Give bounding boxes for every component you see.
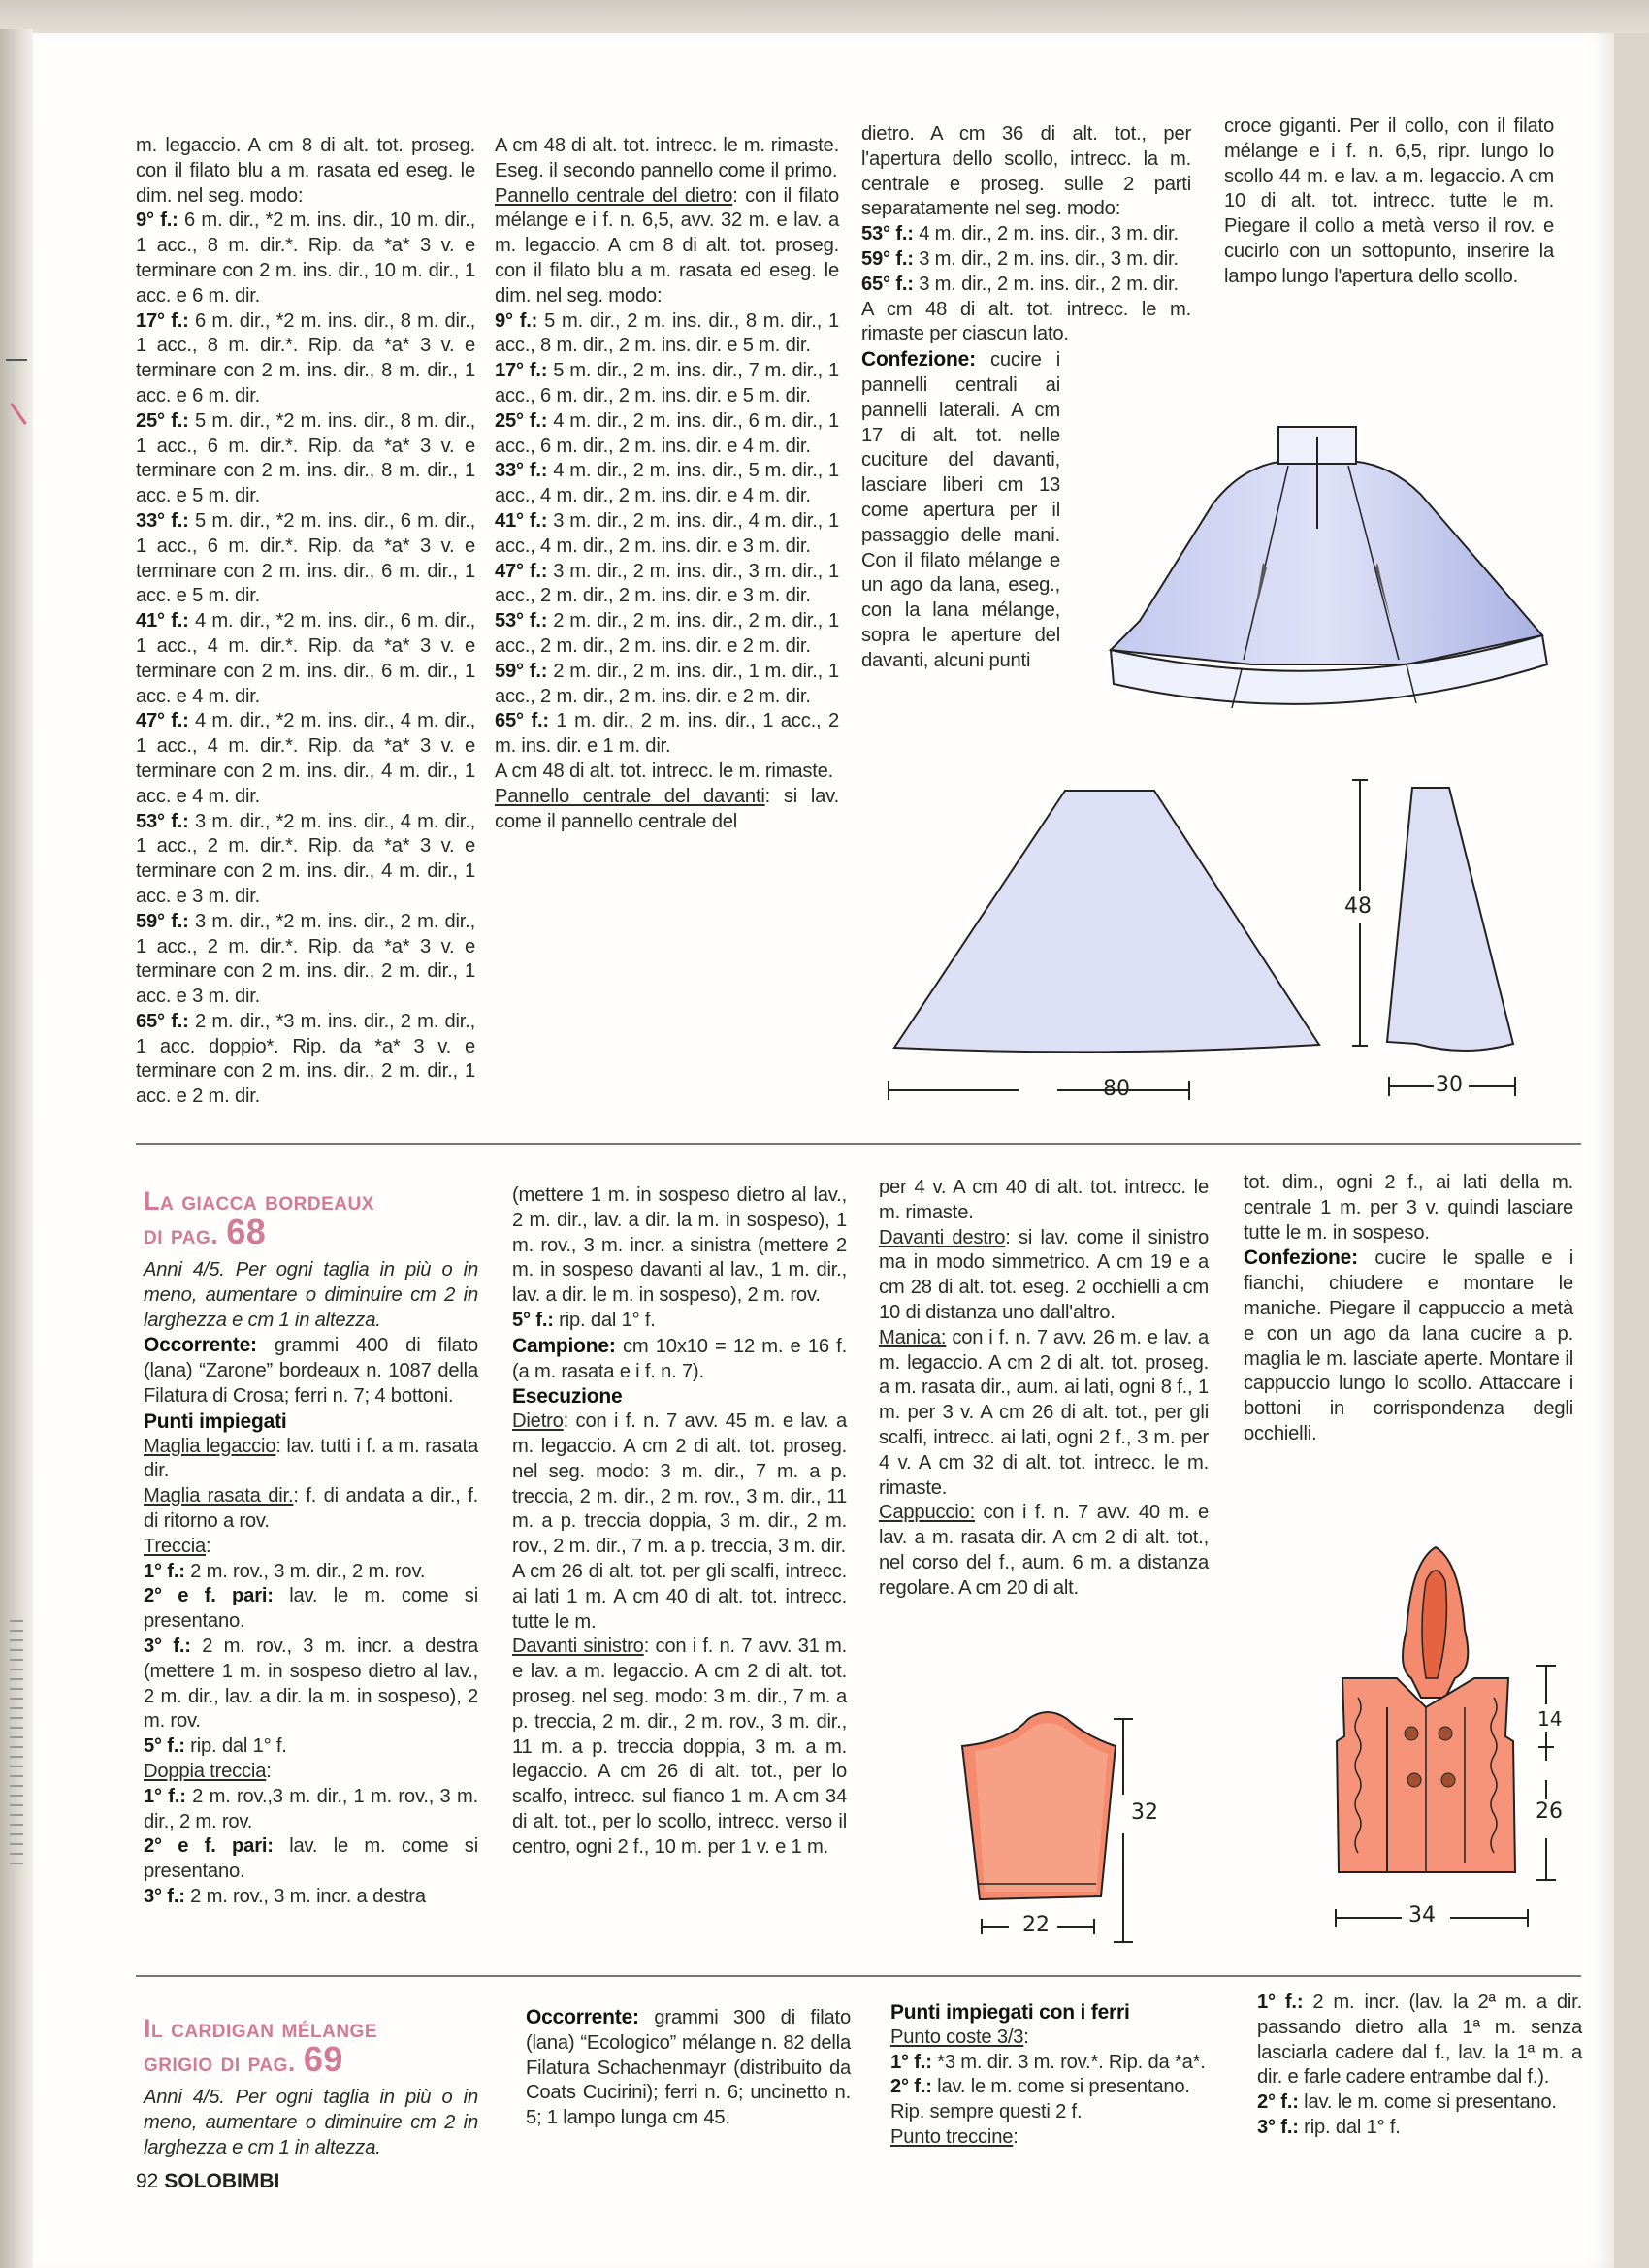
jacket-col-1	[144, 1185, 478, 1910]
sleeve-height-dimension	[1106, 1717, 1145, 1950]
cardigan-col-3	[890, 2000, 1225, 2151]
paragraph: Manica: con i f. n. 7 avv. 26 m. e lav. a m. legaccio. A cm 2 di alt. tot. proseg. a m. rasata dir., aum. ai lati, ogni 8 f., 1 m. per 3 v. A cm 26 di alt. tot., per gli scalfi, intrecc. ai lati, ogni 2 f., 3 m. per 4 v. A cm 32 di alt. tot. intrecc. le m. rimaste.	[879, 1326, 1209, 1499]
subheading: Punti impiegati con i ferri	[890, 2001, 1130, 2024]
page-number: 92	[136, 2170, 159, 2192]
row-instruction: 41° f.: 3 m. dir., 2 m. ins. dir., 4 m. dir., 1 acc., 4 m. dir., 2 m. ins. dir. e 3 m. dir.	[495, 509, 839, 557]
row-instruction: 1° f.: 2 m. rov., 3 m. dir., 2 m. rov.	[144, 1560, 426, 1582]
paragraph: A cm 26 di alt. tot. per gli scalfi, intrecc. ai lati 1 m. A cm 40 di alt. tot. intrecc. tutte le m.	[512, 1560, 847, 1633]
section-divider	[136, 1975, 1581, 1977]
binding-ruler	[10, 1620, 23, 1872]
paragraph: Dietro: con i f. n. 7 avv. 45 m. e lav. a m. legaccio. A cm 2 di alt. tot. proseg. nel seg. modo: 3 m. dir., 7 m. a p. treccia, 2 m. dir., 2 m. rov., 3 m. dir., 11 m. a p. treccia doppia, 3 m. dir., 2 m. rov., 2 m. dir., 7 m. a p. treccia, 3 m. dir.	[512, 1410, 847, 1558]
row-instruction: 47° f.: 4 m. dir., *2 m. ins. dir., 4 m. dir., 1 acc., 4 m. dir.*. Rip. da *a* 3 v. e terminare con 2 m. ins. dir., 4 m. dir., 1 acc. e 4 m. dir.	[136, 710, 475, 807]
scan-edge-top	[0, 0, 1649, 33]
paragraph: dietro. A cm 36 di alt. tot., per l'apertura dello scollo, intrecc. la m. centrale e proseg. sulle 2 parti separatamente nel seg. modo:	[861, 123, 1191, 220]
row-instruction: 5° f.: rip. dal 1° f.	[512, 1309, 656, 1331]
cape-col-4	[1224, 114, 1554, 290]
dimension-label: 80	[1103, 1077, 1130, 1101]
subheading: Esecuzione	[512, 1385, 623, 1409]
paragraph: Pannello centrale del davanti: si lav. come il pannello centrale del	[495, 785, 839, 832]
size-note: Anni 4/5. Per ogni taglia in più o in meno, aumentare o diminuire cm 2 in larghezza e cm 1 in altezza.	[144, 2087, 478, 2158]
row-instruction: 59° f.: 3 m. dir., *2 m. ins. dir., 2 m. dir., 1 acc., 2 m. dir.*. Rip. da *a* 3 v. e terminare con 2 m. ins. dir., 2 m. dir., 1 acc. e 3 m. dir.	[136, 910, 475, 1008]
page-footer	[136, 2170, 279, 2193]
row-instruction: 41° f.: 4 m. dir., *2 m. ins. dir., 6 m. dir., 1 acc., 4 m. dir.*. Rip. da *a* 3 v. e terminare con 2 m. ins. dir., 6 m. dir., 1 acc. e 4 m. dir.	[136, 610, 475, 707]
row-instruction: 2° f.: lav. le m. come si presentano.	[1257, 2091, 1557, 2114]
paragraph: Punto treccine:	[890, 2125, 1018, 2148]
row-instruction: 33° f.: 5 m. dir., *2 m. ins. dir., 6 m. dir., 1 acc., 6 m. dir.*. Rip. da *a* 3 v. e terminare con 2 m. ins. dir., 6 m. dir., 1 acc. e 5 m. dir.	[136, 509, 475, 607]
row-instruction: 33° f.: 4 m. dir., 2 m. ins. dir., 5 m. dir., 1 acc., 4 m. dir., 2 m. ins. dir. e 4 m. dir.	[495, 460, 839, 507]
jacket-title: La giacca bordeaux di pag. 68	[144, 1186, 374, 1251]
row-instruction: 5° f.: rip. dal 1° f.	[144, 1735, 287, 1758]
jacket-col-3	[879, 1176, 1209, 1602]
row-instruction: 17° f.: 5 m. dir., 2 m. ins. dir., 7 m. dir., 1 acc., 6 m. dir., 2 m. ins. dir. e 5 m. dir.	[495, 360, 839, 406]
dimension-label: 22	[1022, 1913, 1050, 1937]
dimension-label: 48	[1344, 894, 1372, 919]
paragraph: Rip. sempre questi 2 f.	[890, 2101, 1083, 2123]
paragraph: Pannello centrale del dietro: con il filato mélange e i f. n. 6,5, avv. 32 m. e lav. a m. legaccio. A cm 8 di alt. tot. proseg. con il filato blu a m. rasata ed eseg. le dim. nel seg. modo:	[495, 184, 839, 307]
row-instruction: 1° f.: 2 m. incr. (lav. la 2ª m. a dir. passando dietro alla 1ª m. senza lasciarla cadere dal f., lav. la 1ª m. a dir. e farle cadere entrambe dal f.).	[1257, 1992, 1583, 2089]
paragraph: per 4 v. A cm 40 di alt. tot. intrecc. le m. rimaste.	[879, 1177, 1209, 1223]
materials: Occorrente: grammi 400 di filato (lana) “Zarone” bordeaux n. 1087 della Filatura di Crosa; ferri n. 7; 4 bottoni.	[144, 1334, 478, 1407]
row-instruction: 53° f.: 2 m. dir., 2 m. ins. dir., 2 m. dir., 1 acc., 2 m. dir., 2 m. ins. dir. e 2 m. dir.	[495, 610, 839, 657]
size-note: Anni 4/5. Per ogni taglia in più o in meno, aumentare o diminuire cm 2 in larghezza e cm 1 in altezza.	[144, 1259, 478, 1331]
row-instruction: 2° e f. pari: lav. le m. come si presentano.	[144, 1585, 478, 1633]
paragraph: Davanti sinistro: con i f. n. 7 avv. 31 m. e lav. a m. legaccio. A cm 2 di alt. tot. proseg. nel seg. modo: 3 m. dir., 7 m. a p. treccia, 2 m. dir., 2 m. rov., 3 m. dir., 11 m. a p. treccia doppia, 3 m. a m. legaccio. A cm 26 di alt. tot., per lo scalfo, intrecc. sul fianco 1 m. A cm 34 di alt. tot., per lo scollo, intrecc. verso il centro, ogni 2 f., 10 m. per 1 v. e 1 m.	[512, 1636, 847, 1858]
paragraph: Treccia:	[144, 1535, 211, 1557]
materials: Occorrente: grammi 300 di filato (lana) “Ecologico” mélange n. 82 della Filatura Schachenmayr (distribuito da Coats Cucirini); ferri n. 6; uncinetto n. 5; 1 lampo lunga cm 45.	[526, 2006, 851, 2129]
row-instruction: 59° f.: 2 m. dir., 2 m. ins. dir., 1 m. dir., 1 acc., 2 m. dir., 2 m. ins. dir. e 2 m. dir.	[495, 660, 839, 707]
magazine-name: SOLOBIMBI	[164, 2170, 280, 2192]
paragraph: Davanti destro: si lav. come il sinistro ma in modo simmetrico. A cm 19 e a cm 28 di alt. tot. eseg. 2 occhielli a cm 10 di distanza uno dall'altro.	[879, 1226, 1209, 1323]
cape-col-1	[136, 134, 475, 1110]
row-instruction: 3° f.: 2 m. rov., 3 m. incr. a destra (mettere 1 m. in sospeso dietro al lav., 2 m. dir., lav. a dir. la m. in sospeso), 2 m. rov.	[144, 1635, 478, 1733]
row-instruction: 65° f.: 2 m. dir., *3 m. ins. dir., 2 m. dir., 1 acc. doppio*. Rip. da *a* 3 v. e terminare con 2 m. ins. dir., 2 m. dir., 1 acc. e 2 m. dir.	[136, 1010, 475, 1108]
paragraph: croce giganti. Per il collo, con il filato mélange e i f. n. 6,5, ripr. lungo lo scollo 44 m. e lav. a m. legaccio. A cm 10 di alt. tot. intrecc. tutte le m. Piegare il collo a metà verso il rov. e cucirlo con un sottopunto, inserire la lampo lungo l'apertura dello scollo.	[1224, 115, 1554, 287]
gauge: Campione: cm 10x10 = 12 m. e 16 f. (a m. rasata e i f. n. 7).	[512, 1334, 847, 1382]
row-instruction: 59° f.: 3 m. dir., 2 m. ins. dir., 3 m. dir.	[861, 247, 1179, 270]
cardigan-col-2	[526, 2005, 851, 2131]
jacket-body-schematic	[1329, 1542, 1523, 1911]
paragraph: Maglia rasata dir.: f. di andata a dir., f. di ritorno a rov.	[144, 1485, 479, 1532]
dimension-label: 30	[1436, 1073, 1463, 1097]
jacket-col-2	[512, 1183, 847, 1861]
dimension-label: 34	[1408, 1903, 1436, 1928]
row-instruction: 3° f.: rip. dal 1° f.	[1257, 2116, 1401, 2138]
cape-illustration	[1086, 388, 1571, 737]
paragraph: A cm 48 di alt. tot. intrecc. le m. rimaste per ciascun lato.	[861, 298, 1191, 345]
row-instruction: 9° f.: 6 m. dir., *2 m. ins. dir., 10 m. dir., 1 acc., 8 m. dir.*. Rip. da *a* 3 v. e terminare con 2 m. ins. dir., 10 m. dir., 1 acc. e 6 m. dir.	[136, 210, 475, 307]
binding-mark	[6, 359, 27, 477]
finishing-paragraph: Confezione: cucire i pannelli centrali ai pannelli laterali. A cm 17 di alt. tot. nelle cuciture del davanti, lasciare liberi cm 13 come apertura per il passaggio delle mani. Con il filato mélange e un ago da lana, eseg., con la lana mélange, sopra le aperture del davanti, alcuni punti	[861, 348, 1060, 671]
row-instruction: 53° f.: 4 m. dir., 2 m. ins. dir., 3 m. dir.	[861, 223, 1179, 245]
body-height-dimension	[1533, 1664, 1562, 1887]
paragraph: Maglia legaccio: lav. tutti i f. a m. rasata dir.	[144, 1435, 478, 1482]
row-instruction: 65° f.: 3 m. dir., 2 m. ins. dir., 2 m. dir.	[861, 273, 1179, 295]
cardigan-col-4	[1257, 1991, 1582, 2141]
dimension-label: 14	[1537, 1707, 1563, 1731]
paragraph: Doppia treccia:	[144, 1760, 272, 1782]
row-instruction: 47° f.: 3 m. dir., 2 m. ins. dir., 3 m. dir., 1 acc., 2 m. dir., 2 m. ins. dir. e 3 m. dir.	[495, 560, 839, 607]
row-instruction: 1° f.: 2 m. rov.,3 m. dir., 1 m. rov., 3 m. dir., 2 m. rov.	[144, 1785, 479, 1832]
cardigan-col-1	[144, 2013, 478, 2160]
section-divider	[136, 1143, 1581, 1145]
row-instruction: 1° f.: *3 m. dir. 3 m. rov.*. Rip. da *a*.	[890, 2051, 1206, 2073]
dimension-label: 26	[1536, 1799, 1563, 1824]
binding-edge	[0, 29, 33, 2268]
body-width-dimension	[1334, 1903, 1537, 1932]
subheading: Punti impiegati	[144, 1409, 287, 1433]
paragraph: Cappuccio: con i f. n. 7 avv. 40 m. e lav. a m. rasata dir. A cm 2 di alt. tot., nel corso del f., aum. 6 m. a distanza regolare. A cm 20 di alt.	[879, 1502, 1209, 1599]
cape-col-2	[495, 134, 839, 834]
row-instruction: 53° f.: 3 m. dir., *2 m. ins. dir., 4 m. dir., 1 acc., 2 m. dir.*. Rip. da *a* 3 v. e terminare con 2 m. ins. dir., 4 m. dir., 1 acc. e 3 m. dir.	[136, 810, 475, 907]
row-instruction: 2° e f. pari: lav. le m. come si presentano.	[144, 1835, 478, 1883]
paragraph: A cm 48 di alt. tot. intrecc. le m. rimaste. Eseg. il secondo pannello come il primo.	[495, 135, 839, 181]
row-instruction: 2° f.: lav. le m. come si presentano.	[890, 2076, 1190, 2098]
cardigan-title: Il cardigan mélange grigio di pag. 69	[144, 2014, 377, 2079]
row-instruction: 65° f.: 1 m. dir., 2 m. ins. dir., 1 acc., 2 m. ins. dir. e 1 m. dir.	[495, 710, 840, 758]
paragraph: m. legaccio. A cm 8 di alt. tot. proseg. con il filato blu a m. rasata ed eseg. le dim. nel seg. modo:	[136, 135, 475, 207]
finishing-paragraph: Confezione: cucire le spalle e i fianchi, chiudere e montare le maniche. Piegare il cappuccio a metà e con un ago da lana cucire a p. maglia le m. lasciate aperte. Montare il cappuccio lungo lo scollo. Attaccare i bottoni in corrispondenza degli occhielli.	[1244, 1247, 1573, 1444]
row-instruction: 25° f.: 5 m. dir., *2 m. ins. dir., 8 m. dir., 1 acc., 6 m. dir.*. Rip. da *a* 3 v. e terminare con 2 m. ins. dir., 8 m. dir., 1 acc. e 5 m. dir.	[136, 409, 475, 507]
paragraph: Punto coste 3/3:	[890, 2025, 1029, 2048]
row-instruction: 3° f.: 2 m. rov., 3 m. incr. a destra	[144, 1885, 426, 1907]
paragraph: A cm 48 di alt. tot. intrecc. le m. rimaste.	[495, 760, 834, 782]
dimension-label: 32	[1131, 1800, 1158, 1825]
paragraph: (mettere 1 m. in sospeso dietro al lav., 2 m. dir., lav. a dir. la m. in sospeso), 1 m. rov., 3 m. incr. a sinistra (mettere 2 m. in sospeso davanti al lav., 1 m. dir., lav. a dir. le m. in sospeso), 2 m. rov.	[512, 1184, 847, 1307]
row-instruction: 17° f.: 6 m. dir., *2 m. ins. dir., 8 m. dir., 1 acc., 8 m. dir.*. Rip. da *a* 3 v. e terminare con 2 m. ins. dir., 8 m. dir., 1 acc. e 6 m. dir.	[136, 309, 475, 406]
cape-schematic	[873, 766, 1591, 1135]
row-instruction: 25° f.: 4 m. dir., 2 m. ins. dir., 6 m. dir., 1 acc., 6 m. dir., 2 m. ins. dir. e 4 m. dir.	[495, 409, 839, 457]
paragraph: tot. dim., ogni 2 f., ai lati della m. centrale 1 m. per 3 v. quindi lasciare tutte le m. in sospeso.	[1244, 1172, 1573, 1244]
row-instruction: 9° f.: 5 m. dir., 2 m. ins. dir., 8 m. dir., 1 acc., 8 m. dir., 2 m. ins. dir. e 5 m. dir.	[495, 309, 839, 357]
jacket-col-4	[1244, 1171, 1573, 1447]
